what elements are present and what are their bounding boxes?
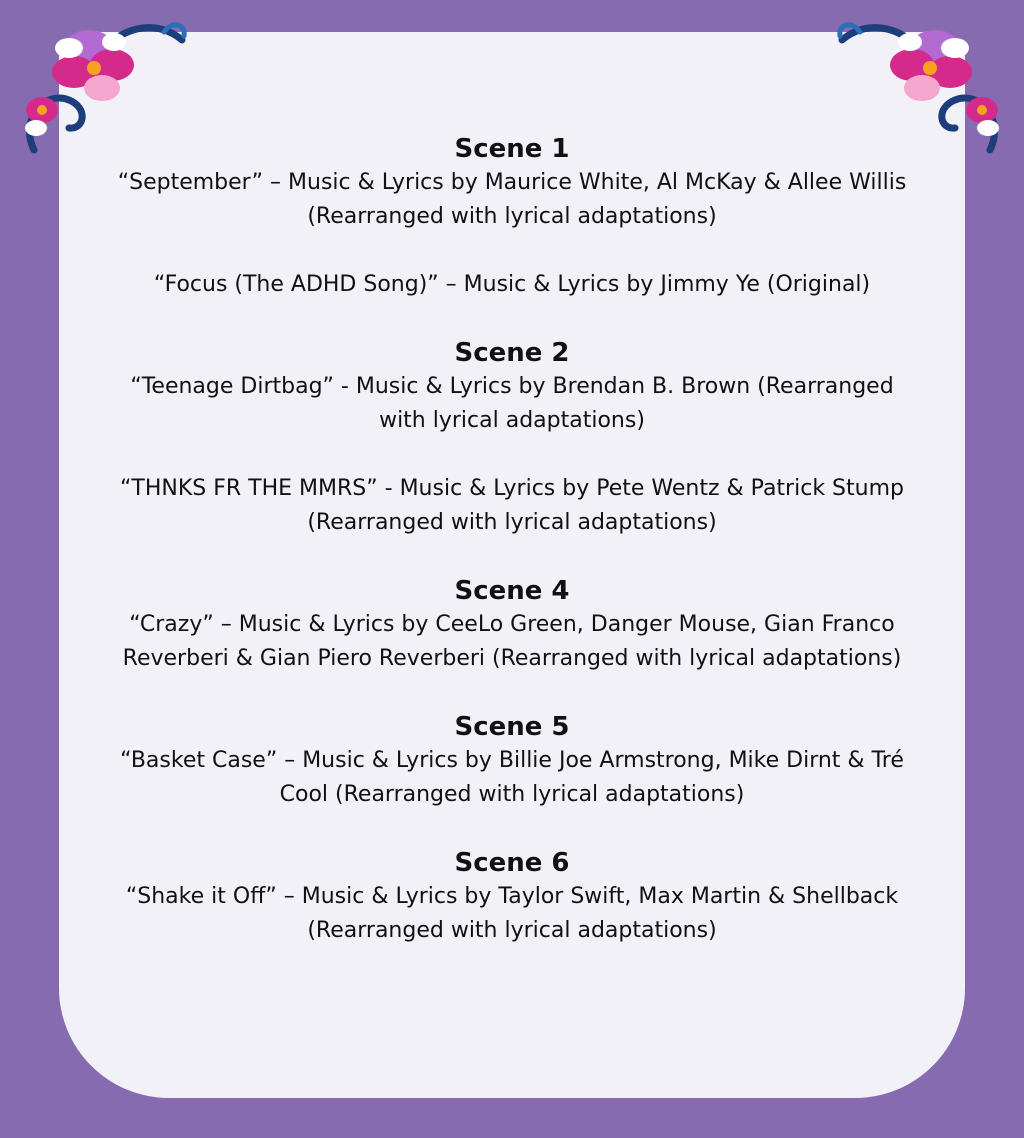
song-credit: “Teenage Dirtbag” - Music & Lyrics by Brendan B. Brown (Rearranged with lyrical adaptations) — [130, 374, 894, 433]
song-credit: “Shake it Off” – Music & Lyrics by Taylor Swift, Max Martin & Shellback (Rearranged with lyrical adaptations) — [125, 884, 899, 943]
song-credits — [59, 132, 965, 948]
song-credit: “Focus (The ADHD Song)” – Music & Lyrics by Jimmy Ye (Original) — [153, 272, 871, 297]
scene-title: Scene 4 — [454, 576, 570, 606]
song-credit: “September” – Music & Lyrics by Maurice White, Al McKay & Allee Willis (Rearranged with lyrical adaptations) — [117, 170, 907, 229]
scene-5 — [59, 710, 965, 812]
scene-title: Scene 2 — [454, 338, 570, 368]
scene-title: Scene 5 — [454, 712, 570, 742]
scene-title: Scene 6 — [454, 848, 570, 878]
scene-2 — [59, 336, 965, 540]
scene-6 — [59, 846, 965, 948]
scene-4 — [59, 574, 965, 676]
song-credit: “THNKS FR THE MMRS” - Music & Lyrics by Pete Wentz & Patrick Stump (Rearranged with lyrical adaptations) — [120, 476, 904, 535]
scene-1 — [59, 132, 965, 302]
scene-title: Scene 1 — [454, 134, 570, 164]
song-credit: “Basket Case” – Music & Lyrics by Billie Joe Armstrong, Mike Dirnt & Tré Cool (Rearranged with lyrical adaptations) — [120, 748, 904, 807]
song-credit: “Crazy” – Music & Lyrics by CeeLo Green, Danger Mouse, Gian Franco Reverberi & Gian Piero Reverberi (Rearranged with lyrical adaptations) — [122, 612, 902, 671]
